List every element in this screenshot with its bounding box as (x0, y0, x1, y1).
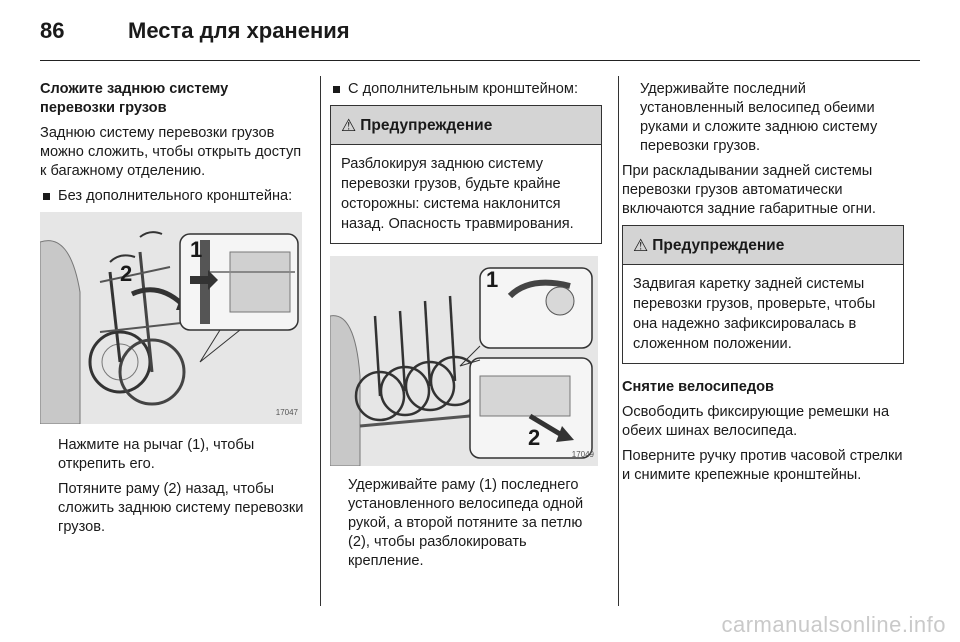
fold-carrier-drawing (40, 212, 302, 424)
step-text: Удерживайте раму (1) последнего установленного велосипеда одной рукой, а второй потяните за петлю (2), чтобы разблокировать крепление. (348, 477, 584, 569)
header-divider (40, 60, 920, 61)
page-title: Места для хранения (128, 18, 350, 43)
illustration-fold-carrier (40, 212, 302, 424)
column-2 (330, 80, 602, 577)
page-header (40, 18, 920, 58)
figure-code: 17049 (571, 450, 594, 459)
callout-2: 2 (528, 425, 541, 450)
paragraph: При раскладывании задней системы перевозки грузов автоматически включаются задние габаритные огни. (622, 163, 876, 217)
illustration-unlock-carrier (330, 256, 598, 466)
column-1 (40, 80, 304, 543)
callout-2: 2 (120, 261, 133, 286)
figure-code: 17047 (275, 408, 298, 417)
warning-header (331, 106, 601, 145)
warning-triangle-icon: ⚠ (341, 115, 357, 135)
warning-text: Разблокируя заднюю систему перевозки грузов, будьте крайне осторожны: система наклонится назад. Опасность травмирования. (341, 156, 574, 232)
section-title: Снятие велосипедов (622, 379, 775, 395)
callout-1: 1 (486, 267, 499, 292)
step-text: Нажмите на рычаг (1), чтобы открепить его. (58, 437, 255, 472)
column-3 (622, 80, 904, 491)
warning-box (622, 225, 904, 364)
bullet-item: Без дополнительного кронштейна: (40, 187, 304, 206)
warning-title: Предупреждение (360, 116, 493, 134)
bullet-item: С дополнительным кронштейном: (330, 80, 602, 99)
warning-text: Задвигая каретку задней системы перевозки грузов, проверьте, чтобы она надежно зафиксировалась в сложенном положении. (633, 276, 876, 352)
warning-header (623, 226, 903, 265)
paragraph: Освободить фиксирующие ремешки на обеих шинах велосипеда. (622, 404, 890, 439)
column-divider (618, 76, 619, 606)
paragraph: Удерживайте последний установленный велосипед обеими руками и сложите заднюю систему перевозки грузов. (640, 81, 878, 154)
column-divider (320, 76, 321, 606)
warning-box (330, 105, 602, 244)
callout-1: 1 (190, 237, 203, 262)
unlock-carrier-drawing (330, 256, 598, 466)
warning-triangle-icon: ⚠ (633, 235, 649, 255)
page-number: 86 (40, 18, 65, 43)
intro-paragraph: Заднюю систему перевозки грузов можно сложить, чтобы открыть доступ к багажному отделению. (40, 125, 302, 179)
paragraph: Поверните ручку против часовой стрелки и снимите крепежные кронштейны. (622, 448, 903, 483)
warning-title: Предупреждение (652, 236, 785, 254)
section-title: Сложите заднюю систему перевозки грузов (40, 81, 229, 116)
step-text: Потяните раму (2) назад, чтобы сложить заднюю систему перевозки грузов. (58, 481, 304, 535)
watermark: carmanualsonline.info (721, 612, 946, 637)
